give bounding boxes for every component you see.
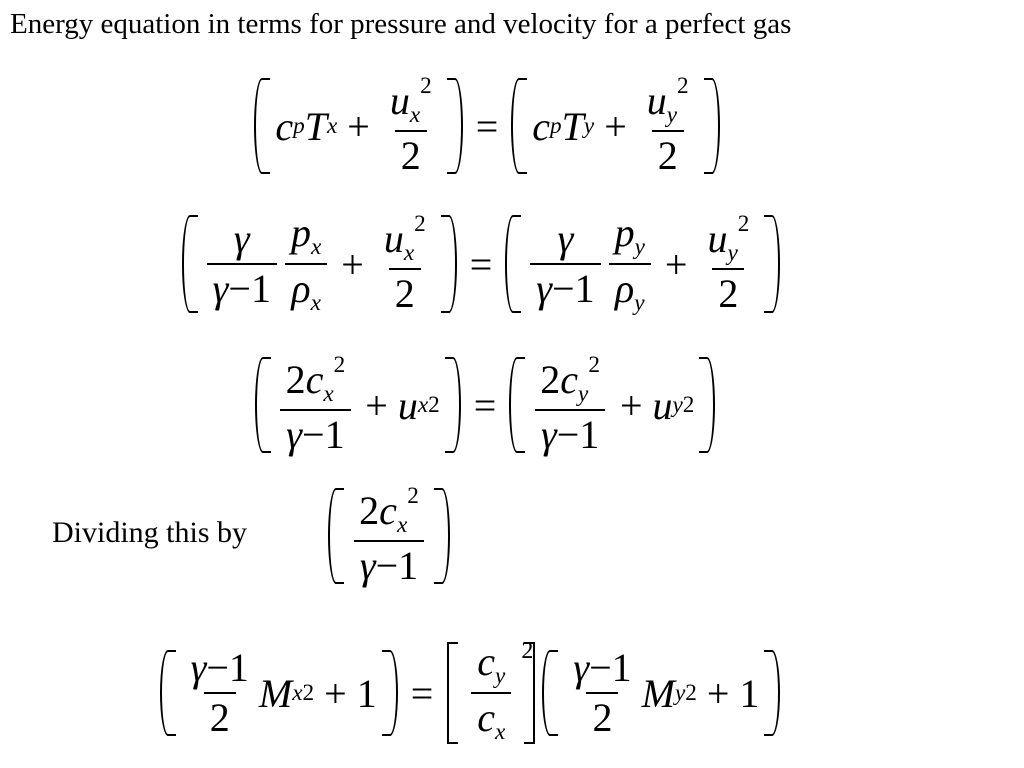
fraction: $\frac{p_x}{\rho_x}$ [285,211,327,316]
ratio-exponent: 2 [521,638,534,664]
fraction: $\frac{2c_x^2}{\gamma-1}$ [353,484,425,589]
lhs-group: $\frac{\gamma}{\gamma-1}$ $\frac{p_x}{\rho_x}$ + $\frac{u_x^2}{2}$ [179,211,460,316]
fraction: $\frac{\gamma-1}{2}$ [573,645,632,740]
sound-speed-ratio [443,640,539,745]
fraction: $\frac{\gamma}{\gamma-1}$ [530,217,600,311]
fraction: $\frac{\gamma}{\gamma-1}$ [207,217,277,311]
equals-sign: = [469,241,493,287]
divisor-expression [318,476,460,596]
dividing-label: Dividing this by [52,516,248,549]
equals-sign: = [475,103,499,149]
fraction: $\frac{u_x^2}{2}$ [383,210,426,317]
equation-energy-temperature [222,60,752,192]
rhs-group: $\frac{2c_y^2}{\gamma-1}$ + u y 2 [506,353,718,458]
fraction: $\frac{2c_y^2}{\gamma-1}$ [534,353,606,458]
rhs-group: $\frac{\gamma}{\gamma-1}$ $\frac{p_y}{\rho_y}$ + $\frac{u_y^2}{2}$ [502,211,783,316]
equals-sign: = [410,670,434,716]
equation-mach-relation [108,634,832,752]
rhs-group: $\frac{\gamma-1}{2}$ M y 2 + 1 [539,646,783,740]
equation-energy-pressure [145,196,817,332]
fraction: $\frac{u_y^2}{2}$ [646,72,689,179]
divisor-group [325,484,453,589]
fraction: $\frac{p_y}{\rho_y}$ [609,211,651,316]
equation-energy-sound-speed [222,340,748,470]
equals-sign: = [473,382,497,428]
lhs-group: c p T x + $\frac{u_x^2}{2}$ [251,74,465,179]
fraction: $\frac{u_y^2}{2}$ [707,210,750,317]
fraction: $\frac{2c_x^2}{\gamma-1}$ [280,353,352,458]
fraction: $\frac{c_y}{c_x}$ [471,640,511,745]
lhs-group: $\frac{2c_x^2}{\gamma-1}$ + u x 2 [252,353,464,458]
heading: Energy equation in terms for pressure and velocity for a perfect gas [10,8,792,40]
lhs-group: $\frac{\gamma-1}{2}$ M x 2 + 1 [157,646,401,740]
rhs-group: c p T y + $\frac{u_y^2}{2}$ [508,74,722,179]
fraction: $\frac{\gamma-1}{2}$ [190,645,249,740]
fraction: $\frac{u_x^2}{2}$ [389,72,432,179]
